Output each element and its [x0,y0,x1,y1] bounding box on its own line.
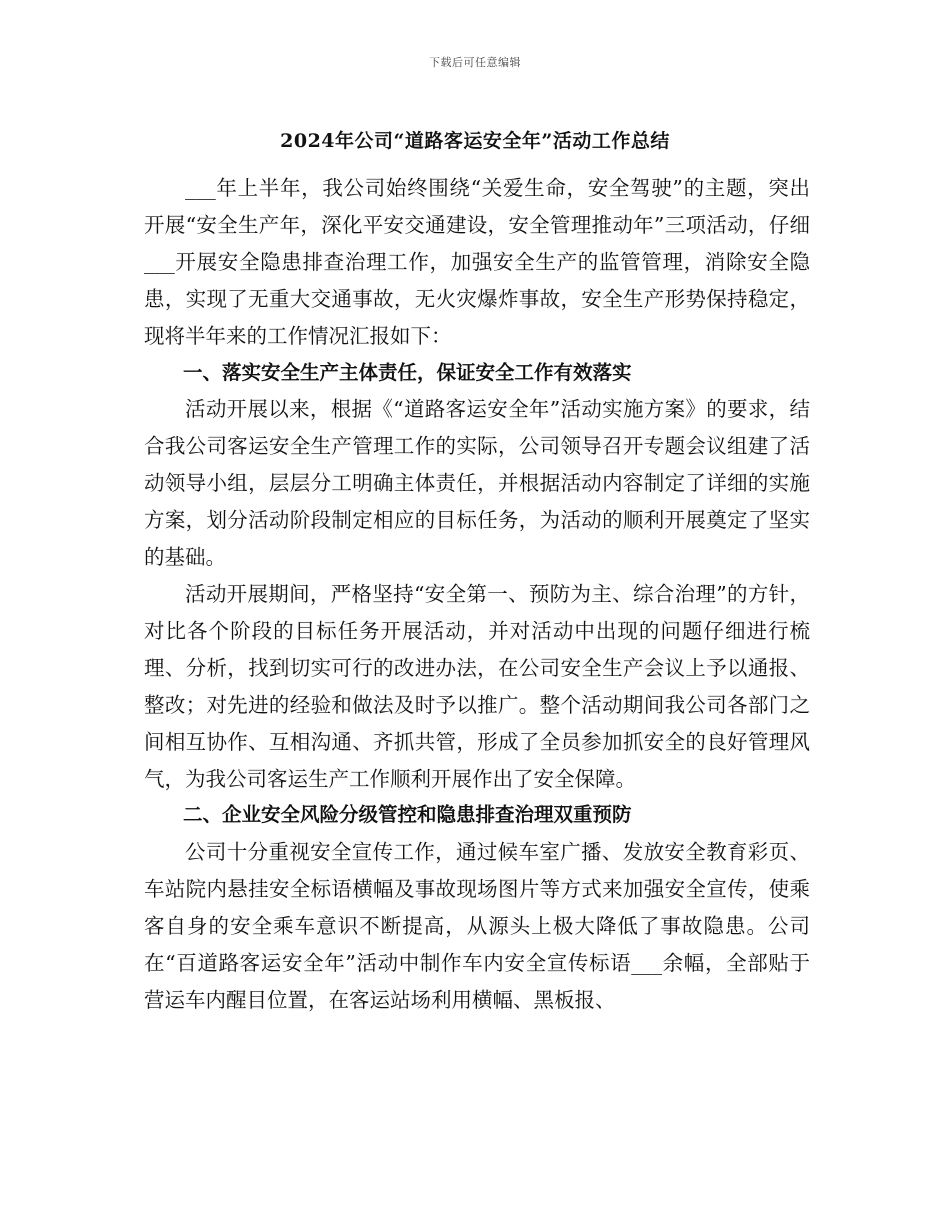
intro-paragraph: ___年上半年，我公司始终围绕“关爱生命，安全驾驶”的主题，突出开展“安全生产年，深化平安交通建设，安全管理推动年”三项活动，仔细___开展安全隐患排查治理工作，加强安全生产的监管管理，消除安全隐患，实现了无重大交通事故，无火灾爆炸事故，安全生产形势保持稳定，现将半年来的工作情况汇报如下： [144,176,810,348]
body-paragraph: 活动开展期间，严格坚持“安全第一、预防为主、综合治理”的方针，对比各个阶段的目标任务开展活动，并对活动中出现的问题仔细进行梳理、分析，找到切实可行的改进办法，在公司安全生产会议上予以通报、整改；对先进的经验和做法及时予以推广。整个活动期间我公司各部门之间相互协作、互相沟通、齐抓共管，形成了全员参加抓安全的良好管理风气，为我公司客运生产工作顺利开展作出了安全保障。 [144,581,810,791]
body-paragraph: 公司十分重视安全宣传工作，通过候车室广播、发放安全教育彩页、车站院内悬挂安全标语横幅及事故现场图片等方式来加强安全宣传，使乘客自身的安全乘车意识不断提高，从源头上极大降低了事故隐患。公司在“百道路客运安全年”活动中制作车内安全宣传标语___余幅，全部贴于营运车内醒目位置，在客运站场利用横幅、黑板报、 [144,840,810,1012]
body-paragraph: 活动开展以来，根据《“道路客运安全年”活动实施方案》的要求，结合我公司客运安全生产管理工作的实际，公司领导召开专题会议组建了活动领导小组，层层分工明确主体责任，并根据活动内容制定了详细的实施方案，划分活动阶段制定相应的目标任务，为活动的顺利开展奠定了坚实的基础。 [144,397,810,570]
page-header: 下载后可任意编辑 [429,56,521,69]
section-heading-1: 一、落实安全生产主体责任，保证安全工作有效落实 [183,360,632,384]
document-title: 2024年公司“道路客运安全年”活动工作总结 [280,130,670,152]
section-heading-2: 二、企业安全风险分级管控和隐患排查治理双重预防 [183,803,632,827]
document-body [144,170,810,1019]
